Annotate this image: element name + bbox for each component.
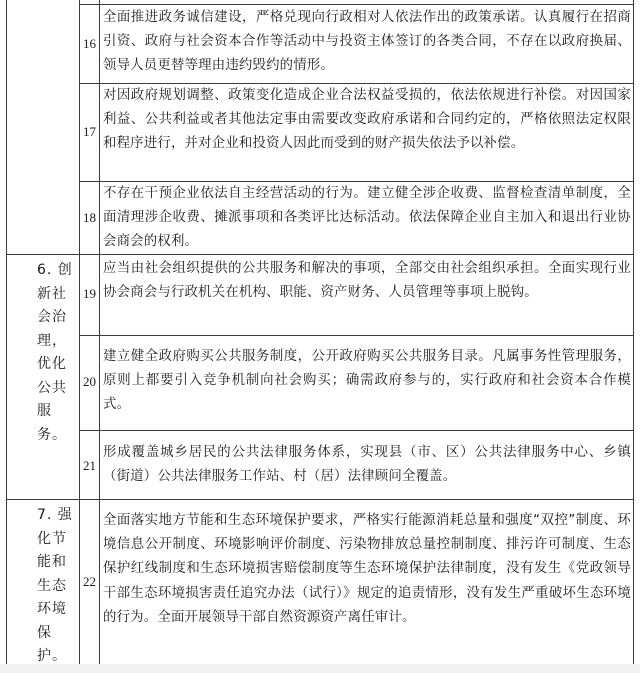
table-border-right: [633, 0, 634, 664]
item-number: 18: [83, 210, 96, 225]
category-label: 6. 创新社会治理，优化公共服务。: [37, 262, 73, 443]
table-divider-number: [99, 0, 100, 664]
item-number: 22: [83, 574, 96, 589]
item-text: 对因政府规划调整、政策变化造成企业合法权益受损的，依法依规进行补偿。对因国家利益、公共利益或者其他法定事由需要改变政府承诺和合同约定的，严格依照法定权限和程序进行，并对企业和投资人因此而受到的财产损失依法予以补偿。: [103, 88, 631, 152]
item-text: 不存在干预企业依法自主经营活动的行为。建立健全涉企收费、监督检查清单制度，全面清理涉企收费、摊派事项和各类评比达标活动。依法保障企业自主加入和退出行业协会商会的权利。: [103, 186, 631, 250]
row-divider: [6, 499, 634, 500]
table-divider-category: [79, 0, 80, 664]
item-text: 形成覆盖城乡居民的公共法律服务体系，实现县（市、区）公共法律服务中心、乡镇（街道）公共法律服务工作站、村（居）法律顾问全覆盖。: [103, 445, 631, 485]
item-number: 20: [83, 374, 96, 389]
item-number: 21: [83, 458, 96, 473]
row-divider: [79, 335, 634, 336]
item-number: 17: [83, 124, 96, 139]
item-text: 全面落实地方节能和生态环境保护要求，严格实行能源消耗总量和强度“双控”制度、环境信息公开制度、环境影响评价制度、污染物排放总量控制制度、排污许可制度、生态保护红线制度和生态环境损害赔偿制度等生态环境保护法律制度，没有发生《党政领导干部生态环境损害责任追究办法（试行）》规定的追责情形，没有发生严重破坏生态环境的行为。全面开展领导干部自然资源资产离任审计。: [103, 513, 631, 625]
item-text: 建立健全政府购买公共服务制度，公开政府购买公共服务目录。凡属事务性管理服务，原则上都要引入竞争机制向社会购买；确需政府参与的，实行政府和社会资本合作模式。: [103, 349, 631, 413]
row-divider: [79, 4, 634, 5]
item-text: 全面推进政务诚信建设，严格兑现向行政相对人依法作出的政策承诺。认真履行在招商引资、政府与社会资本合作等活动中与投资主体签订的各类合同，不存在以政府换届、领导人员更替等理由违约毁约的情形。: [103, 10, 631, 74]
page-bottom-margin: [0, 664, 640, 673]
row-divider: [79, 430, 634, 431]
table-border-left: [6, 0, 7, 664]
category-label: 7. 强化节能和生态环境保护。: [37, 507, 73, 664]
item-number: 19: [83, 286, 96, 301]
item-text: 应当由社会组织提供的公共服务和解决的事项，全部交由社会组织承担。全面实现行业协会商会与行政机关在机构、职能、资产财务、人员管理等事项上脱钩。: [103, 261, 631, 301]
item-number: 16: [83, 36, 96, 51]
